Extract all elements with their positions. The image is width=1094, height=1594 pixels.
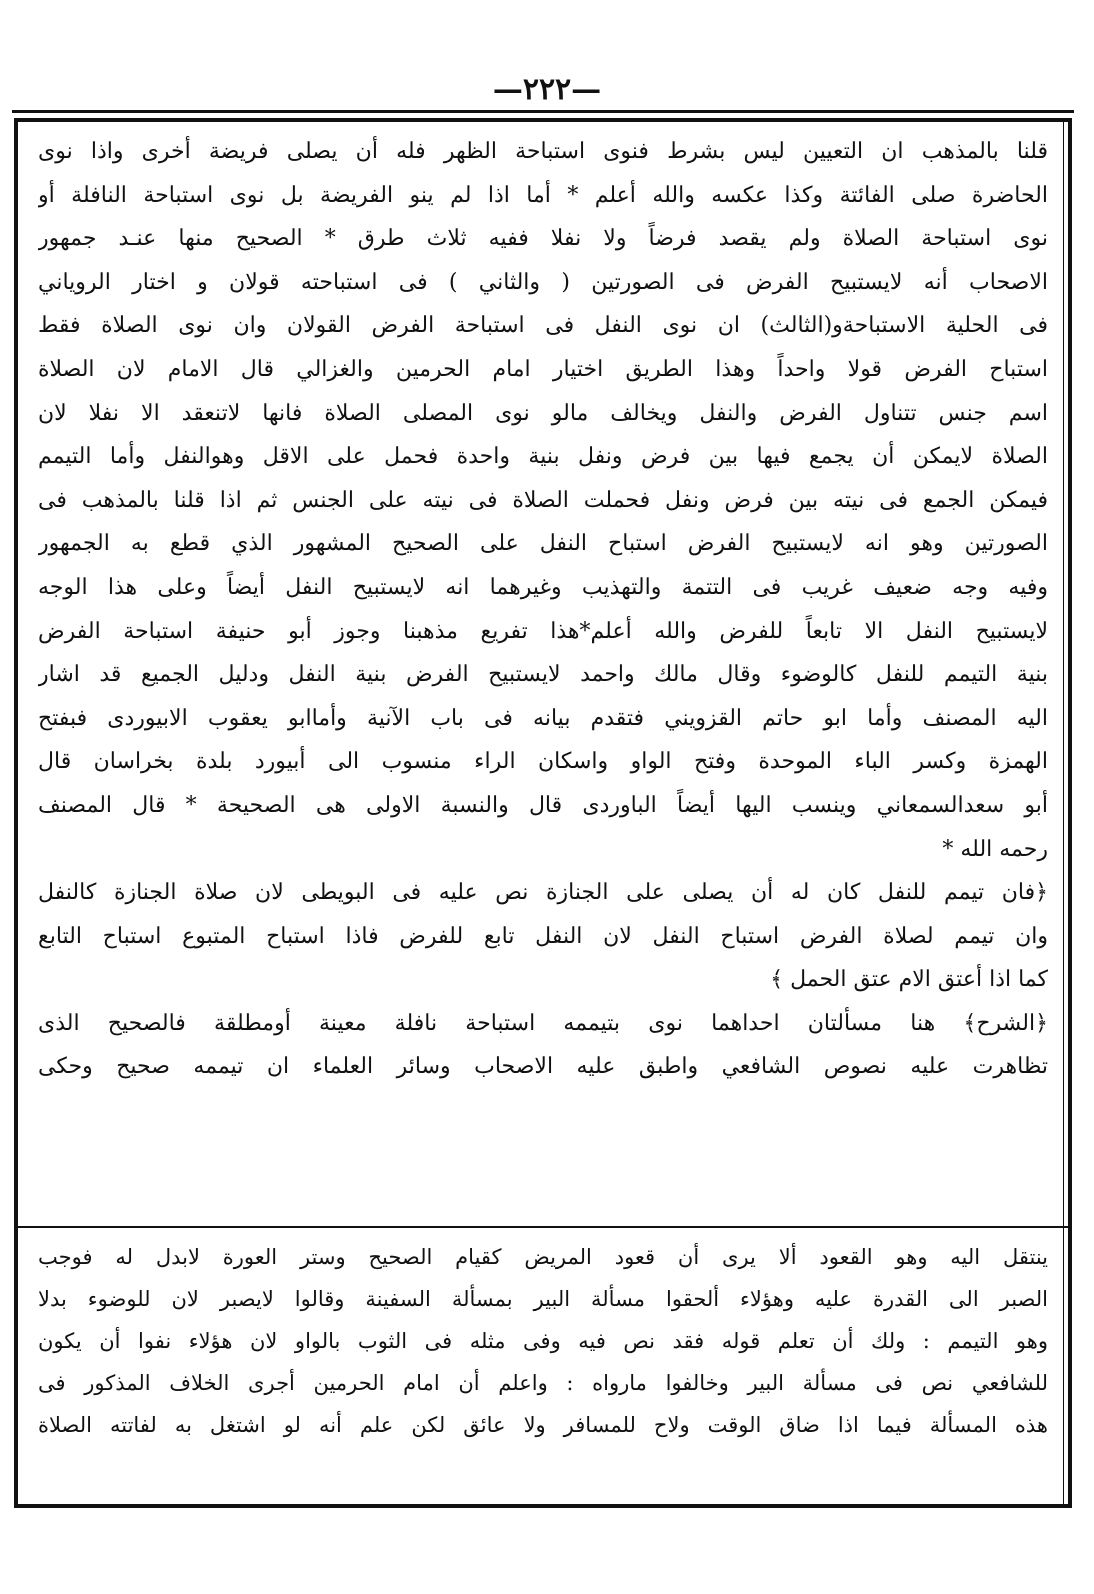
- main-text: [38, 130, 1048, 1089]
- quoted-text-line: ﴿فان تيمم للنفل كان له أن يصلى على الجنازة نص عليه فى البويطى لان صلاة الجنازة كالنفل: [38, 880, 1048, 906]
- main-line: رحمه الله *: [942, 836, 1048, 862]
- quoted-text-line: كما اذا أعتق الام عتق الحمل ﴾: [770, 967, 1048, 993]
- frame-left-rule: [14, 122, 18, 1504]
- main-line: أبو سعدالسمعاني وينسب اليها أيضاً الباوردى قال والنسبة الاولى هى الصحيحة * قال المصنف: [38, 792, 1048, 818]
- page-frame: [14, 118, 1072, 1508]
- footnote-line: للشافعي نص فى مسألة البير وخالفوا مارواه : واعلم أن امام الحرمين أجرى الخلاف المذكور فى: [38, 1371, 1048, 1395]
- main-line: اسم جنس تتناول الفرض والنفل ويخالف مالو نوى المصلى الصلاة فانها لاتنعقد الا نفلا لان: [38, 400, 1048, 426]
- main-line: قلنا بالمذهب ان التعيين ليس بشرط فنوى استباحة الظهر فله أن يصلى فريضة أخرى واذا نوى: [38, 139, 1048, 164]
- footnote-divider: [18, 1226, 1068, 1228]
- main-line: فيمكن الجمع فى نيته بين فرض ونفل فحملت الصلاة فى نيته على الجنس ثم اذا قلنا بالمذهب فى: [38, 487, 1048, 513]
- quoted-text-line: وان تيمم لصلاة الفرض استباح النفل لان النفل تابع للفرض فاذا استباح المتبوع استباح التابع: [38, 923, 1048, 949]
- footnote-line: هذه المسألة فيما اذا ضاق الوقت ولاح للمسافر ولا عائق لكن علم أنه لو اشتغل به لفاتته الصلاة: [38, 1413, 1048, 1437]
- main-line: الحاضرة صلى الفائتة وكذا عكسه والله أعلم * أما اذا لم ينو الفريضة بل نوى استباحة النافلة أو: [38, 182, 1048, 208]
- main-line: الصلاة لايمكن أن يجمع فيها بين فرض ونفل بنية واحدة فحمل على الاقل وهوالنفل وأما التيمم: [38, 444, 1048, 470]
- main-line: استباح الفرض قولا واحداً وهذا الطريق اختيار امام الحرمين والغزالي قال الامام لان الصلاة: [38, 356, 1048, 382]
- main-line: اليه المصنف وأما ابو حاتم القزويني فتقدم بيانه فى باب الآنية وأماابو يعقوب الابيوردى فبفتح: [38, 705, 1048, 731]
- commentary-line: ﴿الشرح﴾ هنا مسألتان احداهما نوى بتيممه استباحة نافلة معينة أومطلقة فالصحيح الذى: [38, 1010, 1048, 1036]
- frame-right-rule: [1068, 122, 1072, 1504]
- footnote-line: ينتقل اليه وهو القعود ألا يرى أن قعود المريض كقيام الصحيح وستر العورة لابدل له فوجب: [38, 1245, 1048, 1269]
- main-line: لايستبيح النفل الا تابعاً للفرض والله أعلم*هذا تفريع مذهبنا وجوز أبو حنيفة استباحة الفرض: [38, 618, 1048, 644]
- commentary-line: تظاهرت عليه نصوص الشافعي واطبق عليه الاصحاب وسائر العلماء ان تيممه صحيح وحكى: [38, 1054, 1048, 1080]
- main-line: بنية التيمم للنفل كالوضوء وقال مالك واحمد لايستبيح الفرض بنية النفل ودليل الجميع قد اشار: [38, 662, 1048, 688]
- main-line: الهمزة وكسر الباء الموحدة وفتح الواو واسكان الراء منسوب الى أبيورد بلدة بخراسان قال: [38, 749, 1048, 775]
- footnote-line: الصبر الى القدرة عليه وهؤلاء ألحقوا مسألة البير بمسألة السفينة وقالوا لايصبر لان للوضوء بدلا: [38, 1287, 1048, 1311]
- main-line: الاصحاب أنه لايستبيح الفرض فى الصورتين ( والثاني ) فى استباحته قولان و اختار الروياني: [38, 269, 1048, 295]
- main-line: وفيه وجه ضعيف غريب فى التتمة والتهذيب وغيرهما انه لايستبيح النفل أيضاً وعلى هذا الوجه: [38, 574, 1048, 600]
- main-line: فى الحلية الاستباحةو(الثالث) ان نوى النفل فى استباحة الفرض القولان وان نوى الصلاة فقط: [38, 313, 1048, 339]
- main-line: نوى استباحة الصلاة ولم يقصد فرضاً ولا نفلا ففيه ثلاث طرق * الصحيح منها عنـد جمهور: [38, 226, 1048, 252]
- footnote-line: وهو التيمم : ولك أن تعلم قوله فقد نص فيه وفى مثله فى الثوب بالواو لان هؤلاء نفوا أن يكون: [38, 1329, 1048, 1353]
- main-line: الصورتين وهو انه لايستبيح الفرض استباح النفل على الصحيح المشهور الذي قطع به الجمهور: [38, 531, 1048, 557]
- footnote-text: [38, 1236, 1048, 1446]
- page-number: —٢٢٢—: [492, 72, 602, 107]
